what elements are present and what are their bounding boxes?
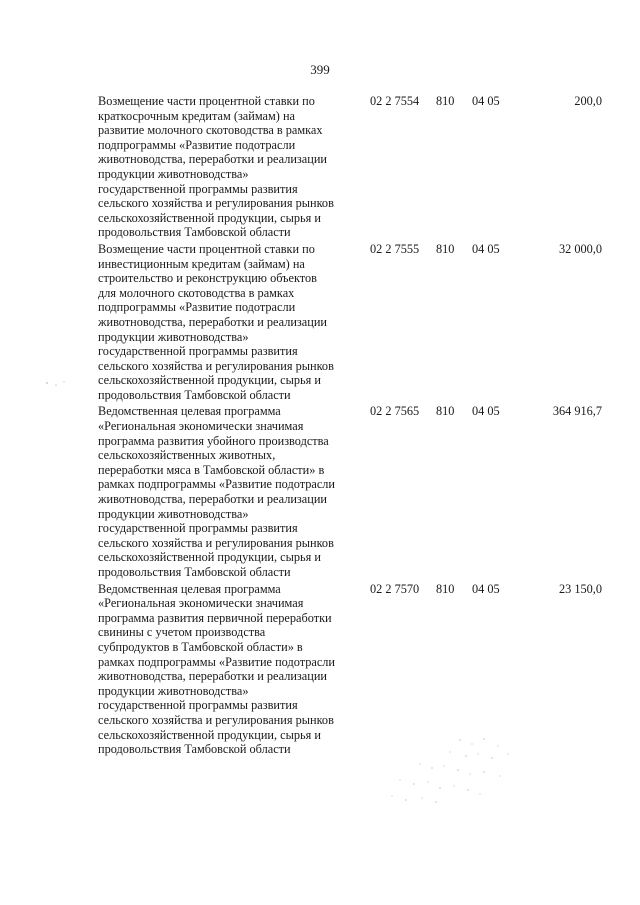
description-line: продовольствия Тамбовской области bbox=[98, 742, 291, 757]
expense-type-code: 810 bbox=[436, 241, 455, 256]
target-article-code: 02 2 7555 bbox=[370, 241, 420, 256]
description-line: программа развития убойного производства bbox=[98, 433, 329, 448]
description-line: сельскохозяйственной продукции, сырья и bbox=[98, 210, 321, 225]
description-line: Ведомственная целевая программа bbox=[98, 581, 281, 596]
row-description bbox=[98, 404, 360, 579]
description-line: животноводства, переработки и реализации bbox=[98, 314, 327, 329]
description-line: сельского хозяйства и регулирования рынков bbox=[98, 358, 334, 373]
description-line: «Региональная экономически значимая bbox=[98, 596, 304, 611]
section-code: 04 05 bbox=[472, 94, 500, 108]
description-line: животноводства, переработки и реализации bbox=[98, 152, 327, 167]
description-line: свинины с учетом производства bbox=[98, 625, 266, 640]
description-line: «Региональная экономически значимая bbox=[98, 419, 304, 434]
description-line: сельского хозяйства и регулирования рынков bbox=[98, 535, 334, 550]
table-row bbox=[98, 404, 604, 579]
description-line: животноводства, переработки и реализации bbox=[98, 669, 327, 684]
description-line: сельскохозяйственной продукции, сырья и bbox=[98, 550, 321, 565]
description-line: подпрограммы «Развитие подотрасли bbox=[98, 300, 296, 315]
description-line: субпродуктов в Тамбовской области» в bbox=[98, 639, 303, 654]
description-line: рамках подпрограммы «Развитие подотрасли bbox=[98, 654, 336, 669]
table-row bbox=[98, 242, 604, 403]
description-line: животноводства, переработки и реализации bbox=[98, 492, 327, 507]
description-line: продукции животноводства» bbox=[98, 506, 249, 521]
description-line: сельского хозяйства и регулирования рынков bbox=[98, 196, 334, 211]
row-description bbox=[98, 242, 360, 403]
description-line: Возмещение части процентной ставки по bbox=[98, 94, 315, 108]
amount-value: 200,0 bbox=[574, 94, 602, 108]
budget-table bbox=[98, 94, 604, 759]
target-article-code: 02 2 7570 bbox=[370, 581, 420, 596]
page-number: 399 bbox=[310, 62, 330, 77]
description-line: Ведомственная целевая программа bbox=[98, 404, 281, 419]
expense-type-code: 810 bbox=[436, 94, 455, 108]
amount-value: 364 916,7 bbox=[552, 404, 602, 419]
description-line: государственной программы развития bbox=[98, 344, 298, 359]
description-line: сельскохозяйственной продукции, сырья и bbox=[98, 373, 321, 388]
row-description bbox=[98, 94, 360, 240]
description-line: сельскохозяйственных животных, bbox=[98, 448, 276, 463]
description-line: краткосрочным кредитам (займам) на bbox=[98, 108, 295, 123]
target-article-code: 02 2 7565 bbox=[370, 404, 420, 419]
description-line: подпрограммы «Развитие подотрасли bbox=[98, 137, 296, 152]
description-line: продовольствия Тамбовской области bbox=[98, 387, 291, 402]
amount-value: 32 000,0 bbox=[558, 241, 602, 256]
description-line: строительство и реконструкцию объектов bbox=[98, 271, 317, 286]
description-line: сельского хозяйства и регулирования рынков bbox=[98, 712, 334, 727]
row-description bbox=[98, 582, 360, 757]
description-line: для молочного скотоводства в рамках bbox=[98, 285, 295, 300]
section-code: 04 05 bbox=[472, 404, 500, 419]
description-line: государственной программы развития bbox=[98, 521, 298, 536]
expense-type-code: 810 bbox=[436, 404, 455, 419]
description-line: программа развития первичной переработки bbox=[98, 610, 332, 625]
description-line: Возмещение части процентной ставки по bbox=[98, 241, 315, 256]
scan-artifact bbox=[44, 378, 68, 390]
section-code: 04 05 bbox=[472, 241, 500, 256]
description-line: продукции животноводства» bbox=[98, 329, 249, 344]
description-line: государственной программы развития bbox=[98, 698, 298, 713]
description-line: инвестиционным кредитам (займам) на bbox=[98, 256, 305, 271]
section-code: 04 05 bbox=[472, 581, 500, 596]
description-line: продукции животноводства» bbox=[98, 683, 249, 698]
description-line: развитие молочного скотоводства в рамках bbox=[98, 123, 323, 138]
description-line: переработки мяса в Тамбовской области» в bbox=[98, 462, 325, 477]
stamp-residue bbox=[380, 730, 530, 810]
description-line: сельскохозяйственной продукции, сырья и bbox=[98, 727, 321, 742]
description-line: продовольствия Тамбовской области bbox=[98, 565, 291, 579]
description-line: государственной программы развития bbox=[98, 181, 298, 196]
description-line: продукции животноводства» bbox=[98, 166, 249, 181]
description-line: рамках подпрограммы «Развитие подотрасли bbox=[98, 477, 336, 492]
expense-type-code: 810 bbox=[436, 581, 455, 596]
table-row bbox=[98, 94, 604, 240]
amount-value: 23 150,0 bbox=[558, 581, 602, 596]
description-line: продовольствия Тамбовской области bbox=[98, 225, 291, 240]
target-article-code: 02 2 7554 bbox=[370, 94, 420, 108]
